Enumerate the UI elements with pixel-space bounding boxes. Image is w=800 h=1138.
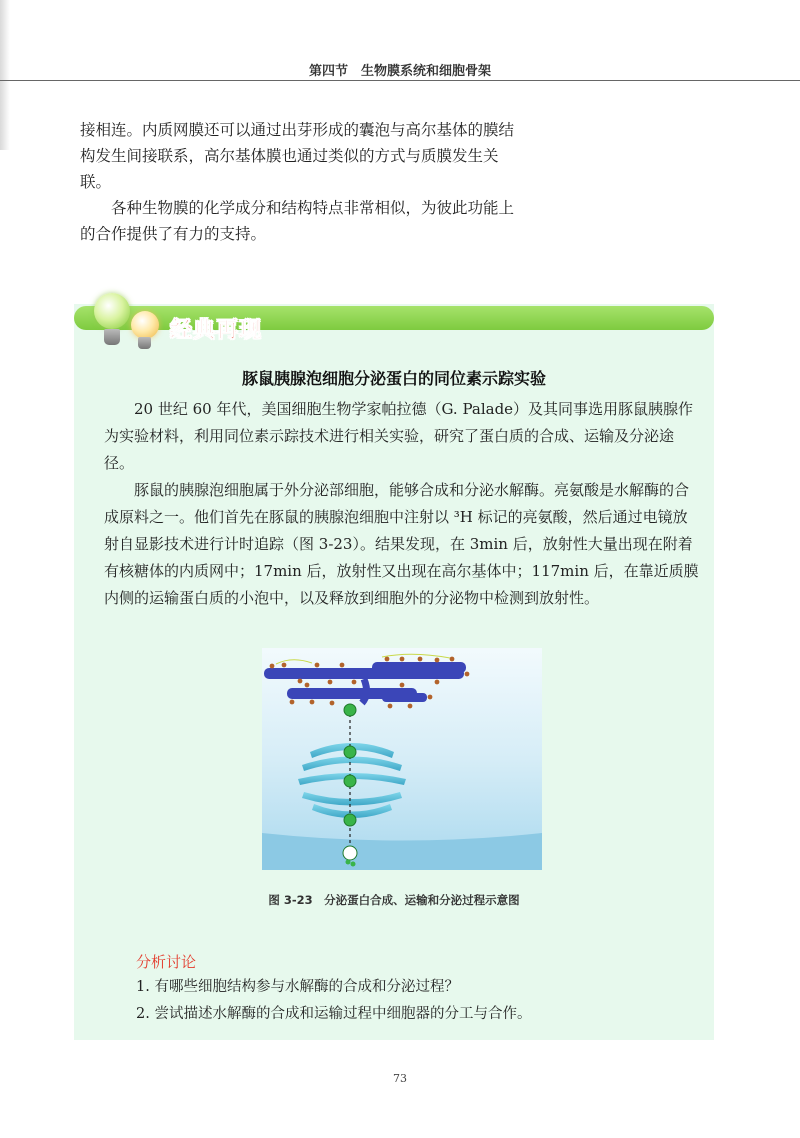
discussion-title: 分析讨论 <box>136 953 197 971</box>
discussion-question-1: 1. 有哪些细胞结构参与水解酶的合成和分泌过程？ <box>136 979 459 995</box>
lightbulb-base-icon <box>104 329 120 345</box>
discussion-question-2: 2. 尝试描述水解酶的合成和运输过程中细胞器的分工与合作。 <box>136 1006 532 1022</box>
intro-paragraph-1: 接相连。内质网膜还可以通过出芽形成的囊泡与高尔基体的膜结构发生间接联系，高尔基体膜也通过类似的方式与质膜发生关联。 <box>80 121 515 191</box>
intro-text <box>80 117 520 247</box>
lightbulb-orange-icon <box>131 311 159 339</box>
running-header: 第四节 生物膜系统和细胞骨架 <box>308 64 491 79</box>
section-heading: 经典再现 <box>170 318 263 343</box>
secretion-pathway-figure <box>262 648 542 870</box>
lightbulb-base-icon <box>138 337 151 349</box>
cytoplasm <box>262 648 542 870</box>
figure-caption: 图 3-23 分泌蛋白合成、运输和分泌过程示意图 <box>268 893 520 907</box>
experiment-paragraph-2: 豚鼠的胰腺泡细胞属于外分泌部细胞，能够合成和分泌水解酶。亮氨酸是水解酶的合成原料之一。他们首先在豚鼠的胰腺泡细胞中注射以 ³H 标记的亮氨酸，然后通过电镜放射自显影技术进行计时追踪（图 3-23）。结果发现，在 3min 后，放射性大量出现在附着有核糖体的内质网中；17min 后，放射性又出现在高尔基体中；117min 后，在靠近质膜内侧的运输蛋白质的小泡中，以及释放到细胞外的分泌物中检测到放射性。 <box>104 481 699 607</box>
experiment-paragraph-1: 20 世纪 60 年代，美国细胞生物学家帕拉德（G. Palade）及其同事选用豚鼠胰腺作为实验材料，利用同位素示踪技术进行相关实验，研究了蛋白质的合成、运输及分泌途径。 <box>104 400 694 472</box>
intro-paragraph-2: 各种生物膜的化学成分和结构特点非常相似，为彼此功能上的合作提供了有力的支持。 <box>80 199 515 243</box>
experiment-text <box>104 396 700 612</box>
page-number: 73 <box>393 1072 407 1085</box>
header-divider <box>0 80 800 81</box>
lightbulb-green-icon <box>94 293 130 329</box>
experiment-title: 豚鼠胰腺泡细胞分泌蛋白的同位素示踪实验 <box>241 369 546 388</box>
